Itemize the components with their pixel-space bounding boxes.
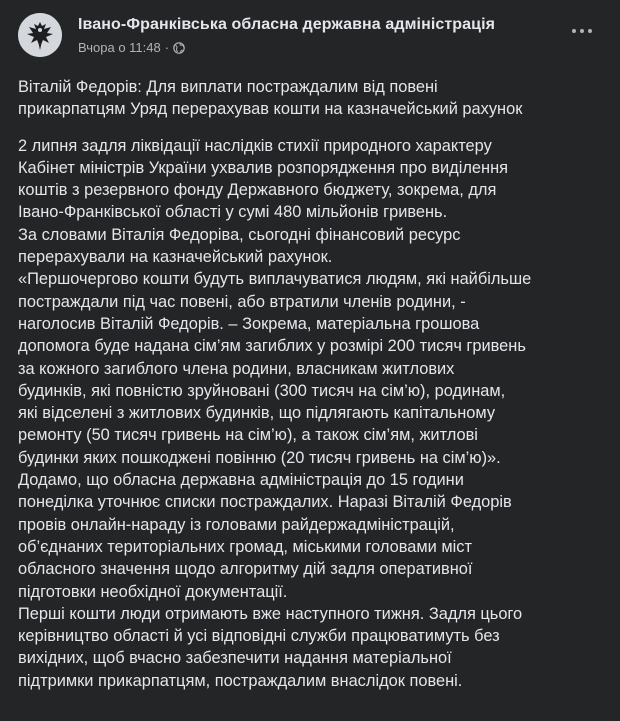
body-line: провів онлайн-нараду із головами райдержадміністрацій, xyxy=(18,515,455,534)
body-line: обласного значення щодо алгоритму дій задля оперативної xyxy=(18,560,473,579)
body-line: постраждали під час повені, або втратили членів родини, - xyxy=(18,292,466,311)
body-line: «Першочергово кошти будуть виплачуватися людям, які найбільше xyxy=(18,270,532,289)
body-line: Кабінет міністрів України ухвалив розпорядження про виділення xyxy=(18,158,509,177)
globe-icon[interactable] xyxy=(173,42,185,54)
body-line: будинків, які повністю зруйновані (300 тисяч на сім’ю), родинам, xyxy=(18,381,506,400)
body-line: коштів з резервного фонду Державного бюджету, зокрема, для xyxy=(18,181,497,200)
body-line: Івано-Франківської області у сумі 480 мільйонів гривень. xyxy=(18,203,448,222)
body-line: підготовки необхідної документації. xyxy=(18,582,288,601)
body-line: допомога буде надана сім’ям загиблих у розмірі 200 тисяч гривень xyxy=(18,337,526,356)
body-line: будинки яких пошкоджені повінню (20 тисяч гривень на сім’ю)». xyxy=(18,448,501,467)
headline-line: прикарпатцям Уряд перерахував кошти на казначейський рахунок xyxy=(18,100,523,119)
ellipsis-dot xyxy=(572,29,576,33)
post-body xyxy=(18,76,612,692)
body-line: понеділка уточнює списки постраждалих. Наразі Віталій Федорів xyxy=(18,493,512,512)
body-line: За словами Віталія Федоріва, сьогодні фінансовий ресурс xyxy=(18,225,461,244)
body-line: вихідних, щоб вчасно забезпечити надання матеріальної xyxy=(18,649,452,668)
coat-of-arms-eagle-icon xyxy=(18,13,62,57)
body-line: підтримки прикарпатцям, постраждалим внаслідок повені. xyxy=(18,671,463,690)
ellipsis-dot xyxy=(588,29,592,33)
body-line: ремонту (50 тисяч гривень на сім’ю), а також сім’ям, житлові xyxy=(18,426,478,445)
body-line: 2 липня задля ліквідації наслідків стихії природного характеру xyxy=(18,136,492,155)
ellipsis-dot xyxy=(580,29,584,33)
body-line: які відселені з житлових будинків, що підлягають капітальному xyxy=(18,404,496,423)
post-meta xyxy=(78,40,185,55)
headline-line: Віталій Федорів: Для виплати постраждалим від повені xyxy=(18,78,438,96)
post-header xyxy=(18,13,608,57)
body-line: за кожного загиблого члена родини, власникам житлових xyxy=(18,359,455,378)
post-timestamp[interactable]: Вчора о 11:48 xyxy=(78,40,161,55)
page-name[interactable]: Івано-Франківська обласна державна адміністрація xyxy=(78,16,496,33)
meta-separator: · xyxy=(164,40,170,55)
body-line: наголосив Віталій Федорів. – Зокрема, матеріальна грошова xyxy=(18,314,480,333)
body-line: Додамо, що обласна державна адміністрація до 15 години xyxy=(18,471,464,490)
more-options-button[interactable] xyxy=(566,19,598,43)
page-avatar[interactable] xyxy=(18,13,62,57)
body-line: об’єднаних територіальних громад, міськими головами міст xyxy=(18,537,472,556)
body-line: керівництво області й усі відповідні служби працюватимуть без xyxy=(18,627,500,646)
post-headline xyxy=(18,76,612,121)
body-line: перерахували на казначейський рахунок. xyxy=(18,248,333,267)
body-line: Перші кошти люди отримають вже наступного тижня. Задля цього xyxy=(18,604,523,623)
post-content xyxy=(18,135,612,692)
